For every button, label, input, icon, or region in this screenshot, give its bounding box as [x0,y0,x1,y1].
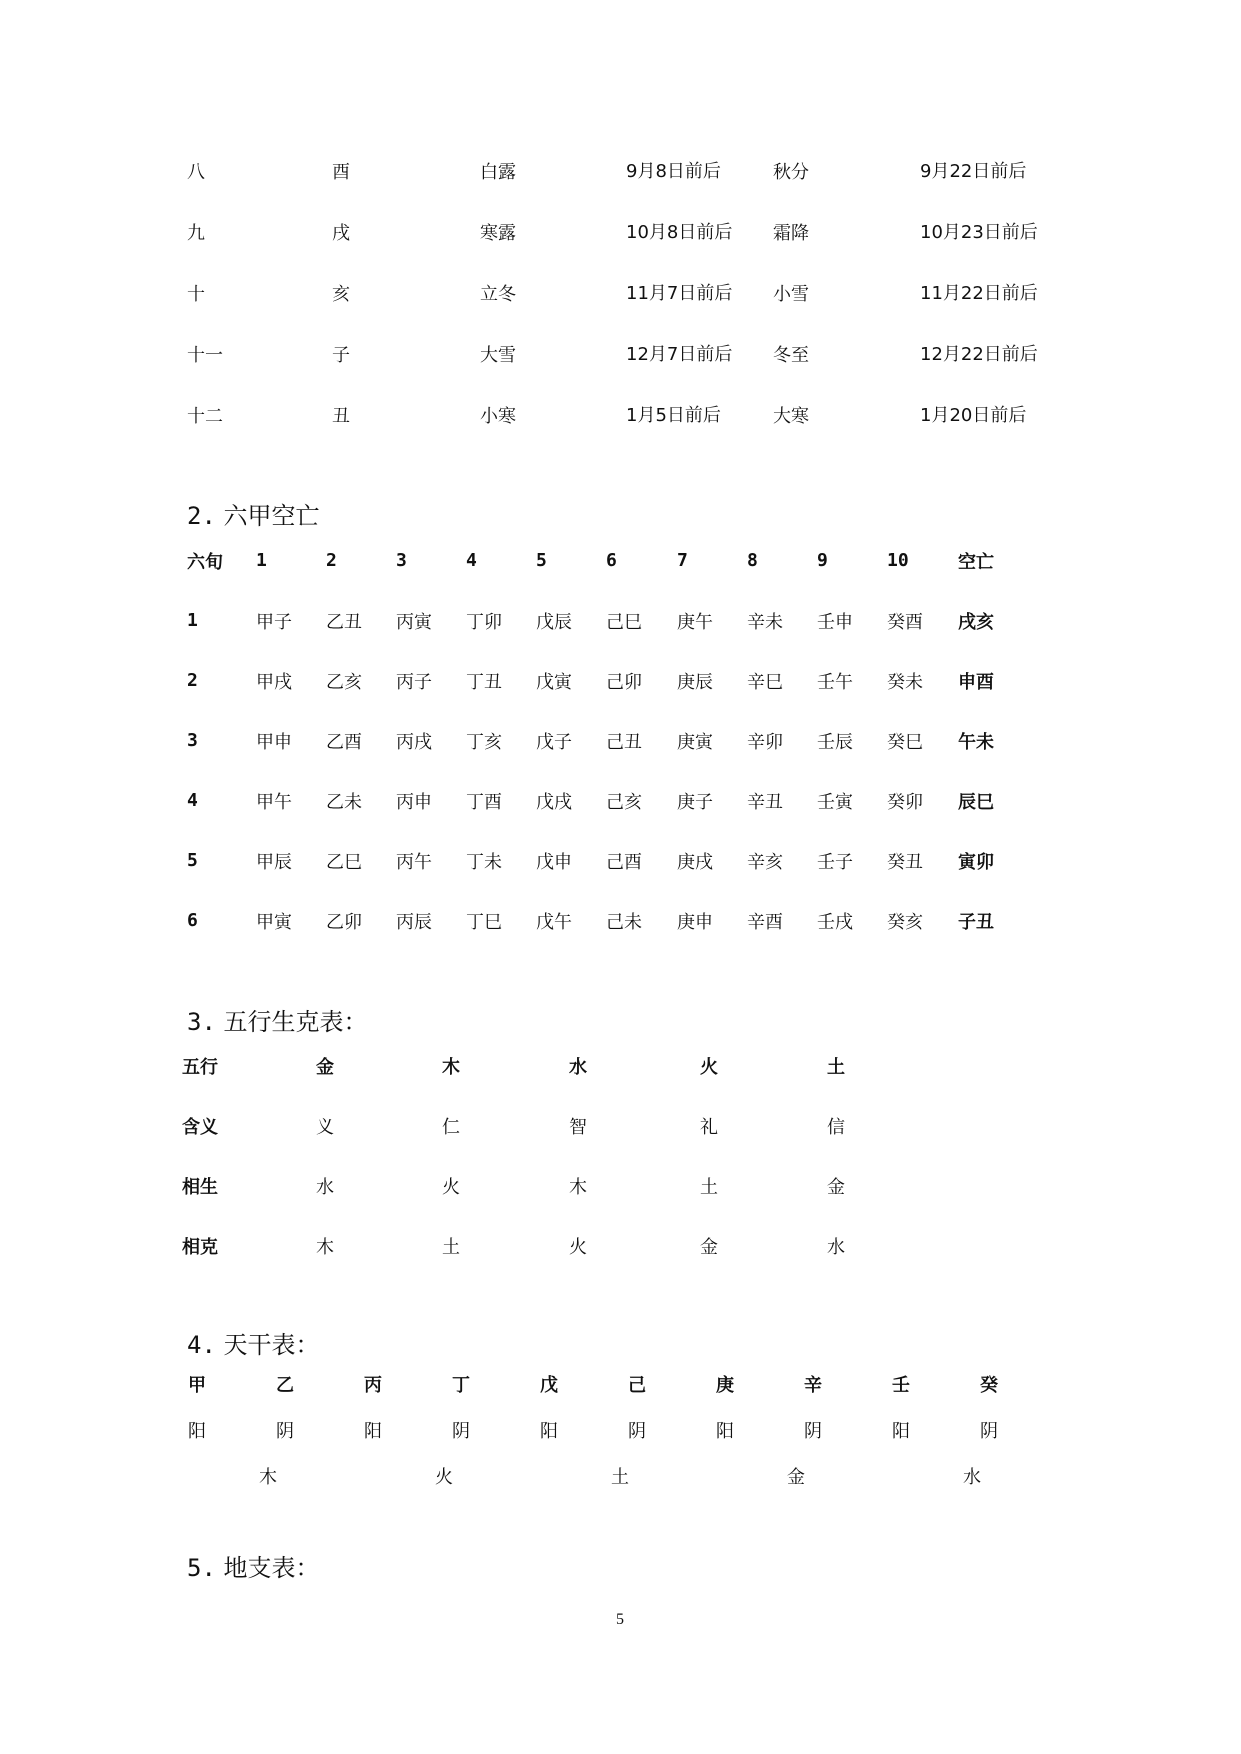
section-title: 五行生克表： [223,1008,368,1036]
element-cell: 木 [259,1467,277,1488]
yinyang-cell: 阴 [804,1421,822,1442]
yinyang-cell: 阴 [452,1421,470,1442]
term-cell: 立冬 [480,284,516,305]
ganzhi-cell: 庚午 [677,612,713,633]
month-cell: 十二 [187,406,223,427]
wuxing-cell: 水 [827,1237,845,1258]
ganzhi-cell: 丙戌 [396,732,432,753]
column-header: 10 [887,550,909,571]
ganzhi-cell: 己酉 [606,852,642,873]
ganzhi-cell: 戊戌 [536,792,572,813]
ganzhi-cell: 辛亥 [747,852,783,873]
column-header: 2 [326,550,337,571]
term-cell: 冬至 [773,345,809,366]
column-header: 7 [677,550,688,571]
wuxing-cell: 金 [700,1237,718,1258]
wuxing-cell: 木 [316,1237,334,1258]
date-cell: 12月22日前后 [920,344,1038,365]
row-header: 相克 [182,1237,218,1258]
ganzhi-cell: 丙子 [396,672,432,693]
row-number: 5 [187,850,198,871]
section-title: 六甲空亡 [223,502,320,530]
ganzhi-cell: 壬午 [817,672,853,693]
ganzhi-cell: 戊申 [536,852,572,873]
section-5-heading [187,1556,320,1580]
ganzhi-cell: 戊子 [536,732,572,753]
ganzhi-cell: 戊寅 [536,672,572,693]
ganzhi-cell: 庚辰 [677,672,713,693]
element-cell: 火 [435,1467,453,1488]
ganzhi-cell: 癸酉 [887,612,923,633]
column-header: 土 [827,1057,845,1078]
date-cell: 10月23日前后 [920,222,1038,243]
kongwang-cell: 子丑 [958,912,994,933]
row-number: 4 [187,790,198,811]
ganzhi-cell: 辛丑 [747,792,783,813]
ganzhi-cell: 庚申 [677,912,713,933]
ganzhi-cell: 壬辰 [817,732,853,753]
date-cell: 10月8日前后 [626,222,733,243]
ganzhi-cell: 丙午 [396,852,432,873]
column-header: 3 [396,550,407,571]
column-header: 五行 [182,1057,218,1078]
column-header: 火 [700,1057,718,1078]
row-number: 2 [187,670,198,691]
ganzhi-cell: 癸丑 [887,852,923,873]
term-cell: 秋分 [773,162,809,183]
wuxing-cell: 土 [700,1177,718,1198]
ganzhi-cell: 己丑 [606,732,642,753]
ganzhi-cell: 辛酉 [747,912,783,933]
section-title: 地支表： [223,1554,320,1582]
element-cell: 金 [787,1467,805,1488]
ganzhi-cell: 甲申 [256,732,292,753]
kongwang-cell: 戌亥 [958,612,994,633]
stem-cell: 辛 [804,1375,822,1396]
column-header: 1 [256,550,267,571]
branch-cell: 亥 [332,284,350,305]
month-cell: 十 [187,284,205,305]
section-2-heading [187,504,320,528]
branch-cell: 子 [332,345,350,366]
ganzhi-cell: 丙辰 [396,912,432,933]
stem-cell: 戊 [540,1375,558,1396]
ganzhi-cell: 丁卯 [466,612,502,633]
stem-cell: 壬 [892,1375,910,1396]
branch-cell: 戌 [332,223,350,244]
ganzhi-cell: 壬子 [817,852,853,873]
column-header: 4 [466,550,477,571]
date-cell: 12月7日前后 [626,344,733,365]
wuxing-cell: 信 [827,1117,845,1138]
yinyang-cell: 阴 [276,1421,294,1442]
column-header: 六旬 [187,552,223,573]
month-cell: 十一 [187,345,223,366]
ganzhi-cell: 庚戌 [677,852,713,873]
section-3-heading [187,1010,368,1034]
wuxing-cell: 义 [316,1117,334,1138]
branch-cell: 丑 [332,406,350,427]
yinyang-cell: 阴 [980,1421,998,1442]
section-number: 2. [187,502,216,530]
ganzhi-cell: 癸巳 [887,732,923,753]
ganzhi-cell: 乙酉 [326,732,362,753]
ganzhi-cell: 壬申 [817,612,853,633]
wuxing-cell: 仁 [442,1117,460,1138]
row-number: 1 [187,610,198,631]
ganzhi-cell: 甲子 [256,612,292,633]
ganzhi-cell: 乙巳 [326,852,362,873]
element-cell: 土 [611,1467,629,1488]
ganzhi-cell: 癸未 [887,672,923,693]
ganzhi-cell: 丙寅 [396,612,432,633]
ganzhi-cell: 癸卯 [887,792,923,813]
ganzhi-cell: 己亥 [606,792,642,813]
row-header: 相生 [182,1177,218,1198]
stem-cell: 己 [628,1375,646,1396]
yinyang-cell: 阳 [188,1421,206,1442]
ganzhi-cell: 甲寅 [256,912,292,933]
ganzhi-cell: 癸亥 [887,912,923,933]
ganzhi-cell: 乙丑 [326,612,362,633]
wuxing-cell: 智 [569,1117,587,1138]
stem-cell: 乙 [276,1375,294,1396]
ganzhi-cell: 辛卯 [747,732,783,753]
ganzhi-cell: 丁亥 [466,732,502,753]
column-header: 8 [747,550,758,571]
page-number: 5 [616,1611,624,1628]
column-header: 水 [569,1057,587,1078]
date-cell: 11月7日前后 [626,283,733,304]
term-cell: 霜降 [773,223,809,244]
wuxing-cell: 金 [827,1177,845,1198]
term-cell: 小寒 [480,406,516,427]
row-header: 含义 [182,1117,218,1138]
kongwang-cell: 辰巳 [958,792,994,813]
stem-cell: 庚 [716,1375,734,1396]
stem-cell: 甲 [188,1375,206,1396]
date-cell: 9月8日前后 [626,161,721,182]
ganzhi-cell: 甲辰 [256,852,292,873]
term-cell: 大寒 [773,406,809,427]
month-cell: 八 [187,162,205,183]
ganzhi-cell: 丁未 [466,852,502,873]
ganzhi-cell: 辛未 [747,612,783,633]
row-number: 3 [187,730,198,751]
wuxing-cell: 礼 [700,1117,718,1138]
section-4-heading [187,1333,320,1357]
ganzhi-cell: 戊辰 [536,612,572,633]
yinyang-cell: 阳 [540,1421,558,1442]
column-header: 金 [316,1057,334,1078]
section-number: 4. [187,1331,216,1359]
ganzhi-cell: 甲戌 [256,672,292,693]
ganzhi-cell: 甲午 [256,792,292,813]
month-cell: 九 [187,223,205,244]
wuxing-cell: 火 [569,1237,587,1258]
branch-cell: 酉 [332,162,350,183]
ganzhi-cell: 丙申 [396,792,432,813]
column-header: 空亡 [958,552,994,573]
ganzhi-cell: 己巳 [606,612,642,633]
ganzhi-cell: 壬戌 [817,912,853,933]
stem-cell: 丁 [452,1375,470,1396]
term-cell: 白露 [480,162,516,183]
wuxing-cell: 火 [442,1177,460,1198]
element-cell: 水 [963,1467,981,1488]
yinyang-cell: 阳 [716,1421,734,1442]
section-number: 5. [187,1554,216,1582]
ganzhi-cell: 丁酉 [466,792,502,813]
ganzhi-cell: 乙亥 [326,672,362,693]
ganzhi-cell: 乙卯 [326,912,362,933]
kongwang-cell: 申酉 [958,672,994,693]
yinyang-cell: 阴 [628,1421,646,1442]
ganzhi-cell: 庚寅 [677,732,713,753]
stem-cell: 癸 [980,1375,998,1396]
wuxing-cell: 水 [316,1177,334,1198]
term-cell: 大雪 [480,345,516,366]
section-title: 天干表： [223,1331,320,1359]
term-cell: 小雪 [773,284,809,305]
kongwang-cell: 午未 [958,732,994,753]
row-number: 6 [187,910,198,931]
yinyang-cell: 阳 [364,1421,382,1442]
yinyang-cell: 阳 [892,1421,910,1442]
ganzhi-cell: 戊午 [536,912,572,933]
ganzhi-cell: 庚子 [677,792,713,813]
date-cell: 11月22日前后 [920,283,1038,304]
stem-cell: 丙 [364,1375,382,1396]
ganzhi-cell: 己卯 [606,672,642,693]
date-cell: 9月22日前后 [920,161,1027,182]
column-header: 5 [536,550,547,571]
section-number: 3. [187,1008,216,1036]
wuxing-cell: 木 [569,1177,587,1198]
column-header: 9 [817,550,828,571]
ganzhi-cell: 乙未 [326,792,362,813]
term-cell: 寒露 [480,223,516,244]
ganzhi-cell: 丁丑 [466,672,502,693]
column-header: 木 [442,1057,460,1078]
date-cell: 1月5日前后 [626,405,721,426]
ganzhi-cell: 己未 [606,912,642,933]
date-cell: 1月20日前后 [920,405,1027,426]
column-header: 6 [606,550,617,571]
ganzhi-cell: 壬寅 [817,792,853,813]
wuxing-cell: 土 [442,1237,460,1258]
ganzhi-cell: 辛巳 [747,672,783,693]
kongwang-cell: 寅卯 [958,852,994,873]
ganzhi-cell: 丁巳 [466,912,502,933]
